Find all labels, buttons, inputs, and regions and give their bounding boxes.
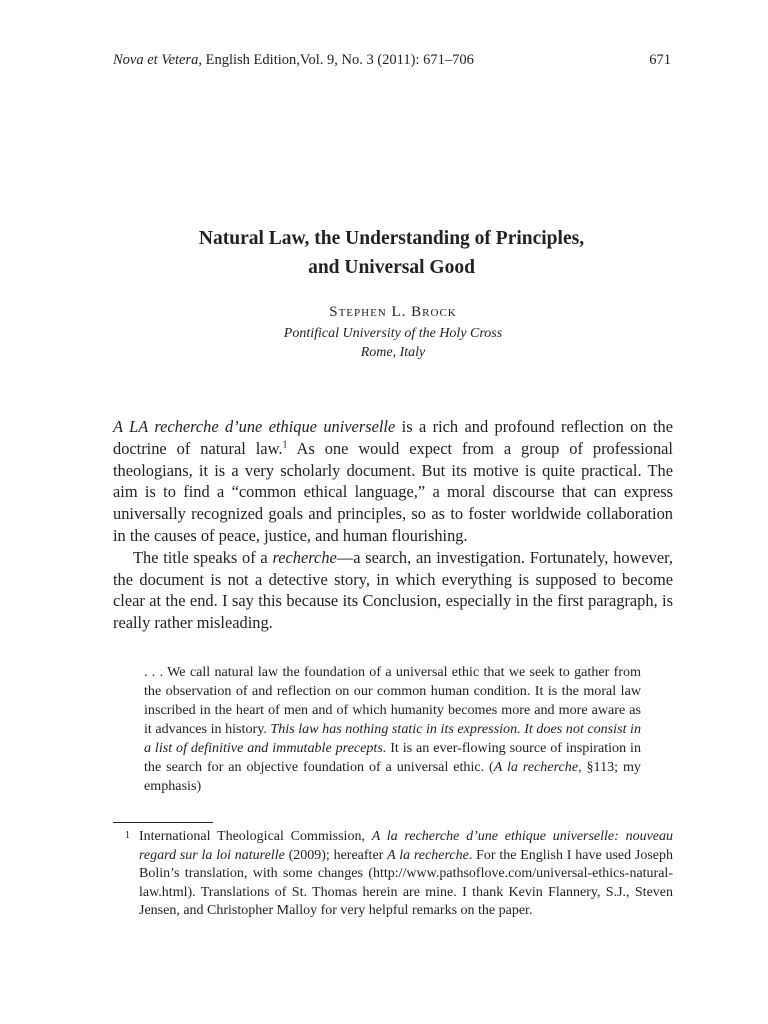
journal-citation — [113, 52, 474, 69]
footnote-1 — [113, 828, 673, 921]
paragraph-2 — [113, 547, 673, 634]
footnote-ref-1[interactable]: 1 — [282, 439, 288, 451]
footnote-text-c: . For the English I have used Joseph Bolin’s translation, with some changes (http://www.pathsoflove.com/universal-ethics-natural-law.html). Translations of St. Thomas herein are mine. I thank Kevin Flannery, S.J., Steven Jensen, and Christopher Malloy for very helpful remarks on the paper. — [139, 847, 673, 918]
footnote-text-a: International Theological Commission, — [139, 829, 372, 844]
journal-name: Nova et Vetera, — [113, 52, 202, 68]
paragraph-1 — [113, 416, 673, 547]
article-title — [100, 224, 683, 282]
footnote-text-b: (2009); hereafter — [284, 847, 388, 863]
page-number: 671 — [649, 52, 671, 68]
paragraph-1-text-a: is a rich and profound reflection on the doctrine of natural law. — [113, 417, 673, 458]
author-name: Stephen L. Brock — [329, 304, 457, 320]
author-affiliation: Pontifical University of the Holy Cross — [283, 326, 503, 341]
recherche-term: recherche — [272, 547, 337, 567]
quote-text-b: It is an ever-flowing source of inspiration in the search for an objective foundation of a universal ethic. ( — [144, 740, 641, 775]
footnote-doc-title: A la recherche d’une ethique universelle: nouveau regard sur la loi naturelle — [139, 829, 673, 863]
document-title: A LA recherche d’une ethique universelle — [113, 417, 396, 436]
paragraph-1-text-b: As one would expect from a group of professional theologians, it is a very scholarly document. But its motive is quite practical. The aim is to find a “common ethical language,” a moral discourse that can express universally recognized goals and principles, so as to foster worldwide collaboration in the causes of peace, justice, and human flourishing. — [113, 438, 673, 545]
author-location: Rome, Italy — [360, 345, 426, 360]
footnote-number: 1 — [125, 830, 130, 841]
footnote-rule — [113, 822, 213, 823]
quote-text-c: , §113; my emphasis) — [144, 759, 641, 794]
paragraph-2-text-a: The title speaks of a — [133, 547, 273, 567]
body-text — [113, 416, 673, 634]
title-line-2: and Universal Good — [308, 257, 475, 278]
journal-issue: English Edition,Vol. 9, No. 3 (2011): 671–706 — [202, 52, 474, 68]
title-line-1: Natural Law, the Understanding of Principles, — [198, 228, 585, 249]
block-quote — [144, 663, 641, 796]
quote-emphasis: This law has nothing static in its expression. It does not consist in a list of definitive and immutable precepts. — [144, 721, 642, 756]
quote-text-a: . . . We call natural law the foundation of a universal ethic that we seek to gather from the observation of and reflection on our common human condition. It is the moral law inscribed in the heart of men and of which humanity becomes more and more aware as it advances in history. — [144, 664, 641, 737]
paragraph-2-text-b: —a search, an investigation. Fortunately, however, the document is not a detective story, in which everything is supposed to become clear at the end. I say this because its Conclusion, especially in the first paragraph, is really rather misleading. — [113, 547, 674, 633]
quote-cite-title: A la recherche — [493, 759, 579, 775]
running-head — [113, 52, 671, 69]
footnote-short-title: A la recherche — [387, 847, 469, 863]
